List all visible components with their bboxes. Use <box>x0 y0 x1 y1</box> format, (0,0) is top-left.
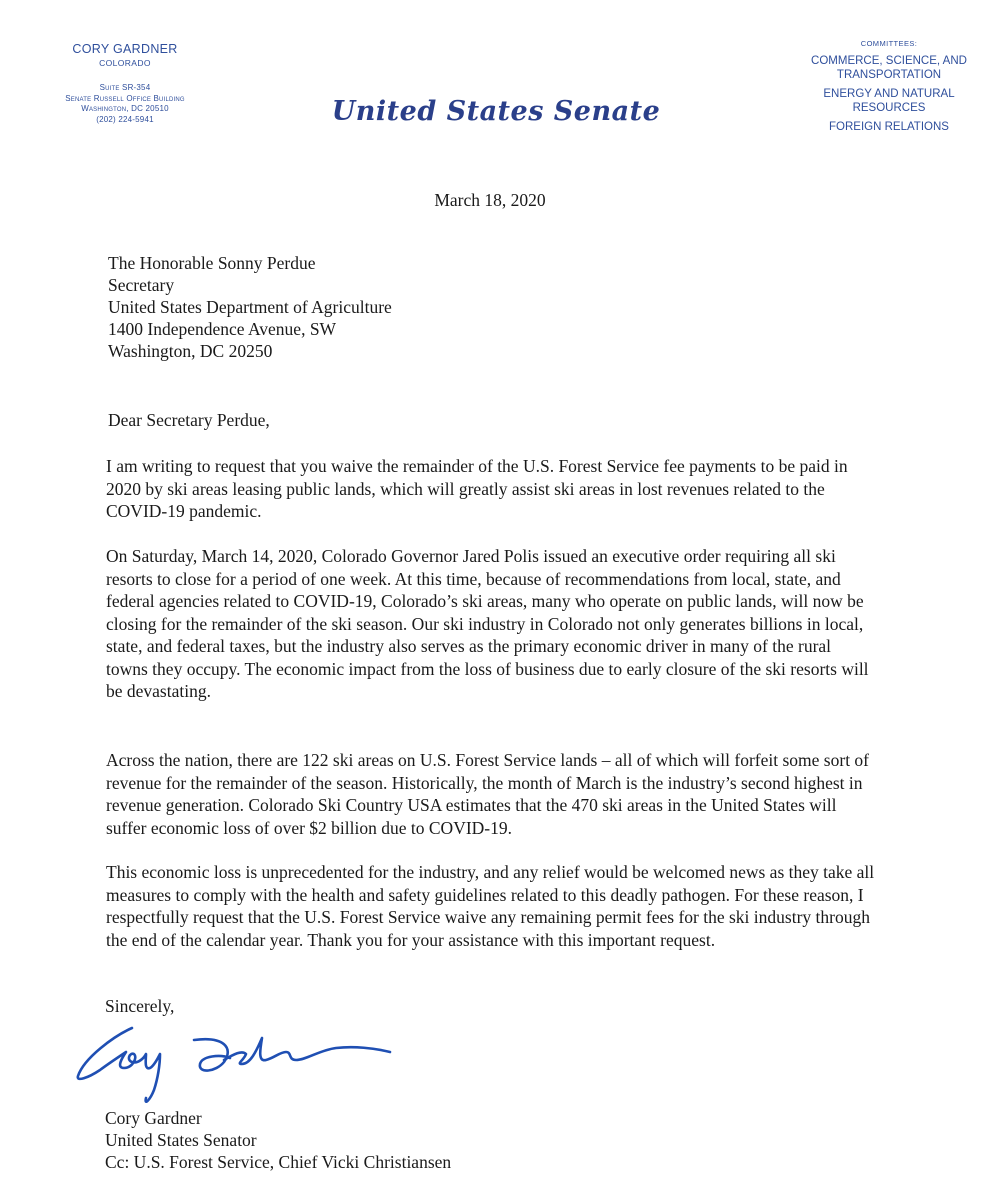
body-paragraph: This economic loss is unprecedented for the industry, and any relief would be welcomed news as they take all measures to comply with the health and safety guidelines related to this deadly pathogen. For these reason, I respectfully request that the U.S. Forest Service waive any remaining permit fees for the ski industry through the end of the calendar year. Thank you for your assistance with this important request. <box>106 862 875 950</box>
letter-date: March 18, 2020 <box>434 190 546 210</box>
signer-name: Cory Gardner <box>105 1108 202 1128</box>
recipient-street: 1400 Independence Avenue, SW <box>108 319 337 339</box>
body-paragraph: On Saturday, March 14, 2020, Colorado Governor Jared Polis issued an executive order requiring all ski resorts to close for a period of one week. At this time, because of recommendations from local, state, and federal agencies related to COVID-19, Colorado’s ski areas, many who operate on public lands, will now be closing for the remainder of the ski season. Our ski industry in Colorado not only generates billions in local, state, and federal taxes, but the industry also serves as the primary economic driver in many of the rural towns they occupy. The economic impact from the loss of business due to early closure of the ski resorts will be devastating. <box>106 546 869 701</box>
letterhead-title: United States Senate <box>331 96 661 127</box>
cc-line: Cc: U.S. Forest Service, Chief Vicki Christiansen <box>105 1152 452 1172</box>
salutation: Dear Secretary Perdue, <box>108 410 270 430</box>
office-building: Senate Russell Office Building <box>65 93 185 103</box>
committee-commerce: COMMERCE, SCIENCE, AND TRANSPORTATION <box>811 55 967 81</box>
office-city: Washington, DC 20510 <box>81 104 169 113</box>
signature-block <box>105 1107 451 1173</box>
recipient-department: United States Department of Agriculture <box>108 297 392 317</box>
committee-energy: ENERGY AND NATURAL RESOURCES <box>823 88 955 114</box>
committees-label: COMMITTEES: <box>860 39 918 48</box>
office-suite: Suite SR-354 <box>99 83 151 92</box>
closing: Sincerely, <box>105 996 175 1016</box>
committees-block <box>794 38 984 139</box>
signer-title: United States Senator <box>105 1130 257 1150</box>
recipient-name: The Honorable Sonny Perdue <box>108 253 316 273</box>
handwritten-signature <box>74 1018 394 1108</box>
body-paragraph: I am writing to request that you waive the remainder of the U.S. Forest Service fee payments to be paid in 2020 by ski areas leasing public lands, which will greatly assist ski areas in lost revenues related to the COVID-19 pandemic. <box>106 456 848 521</box>
office-phone: (202) 224-5941 <box>96 114 154 124</box>
signature-strokes <box>78 1028 390 1102</box>
recipient-city: Washington, DC 20250 <box>108 341 273 361</box>
committee-foreign-relations: FOREIGN RELATIONS <box>829 121 949 133</box>
body-paragraph: Across the nation, there are 122 ski areas on U.S. Forest Service lands – all of which will forfeit some sort of revenue for the remainder of the season. Historically, the month of March is the industry’s second highest in revenue generation. Colorado Ski Country USA estimates that the 470 ski areas in the United States will suffer economic loss of over $2 billion due to COVID-19. <box>106 750 870 838</box>
recipient-address <box>108 252 392 362</box>
letterhead-senator-block <box>40 42 210 125</box>
senator-name: CORY GARDNER <box>72 42 178 56</box>
recipient-title: Secretary <box>108 275 175 295</box>
senator-state: COLORADO <box>99 58 151 68</box>
